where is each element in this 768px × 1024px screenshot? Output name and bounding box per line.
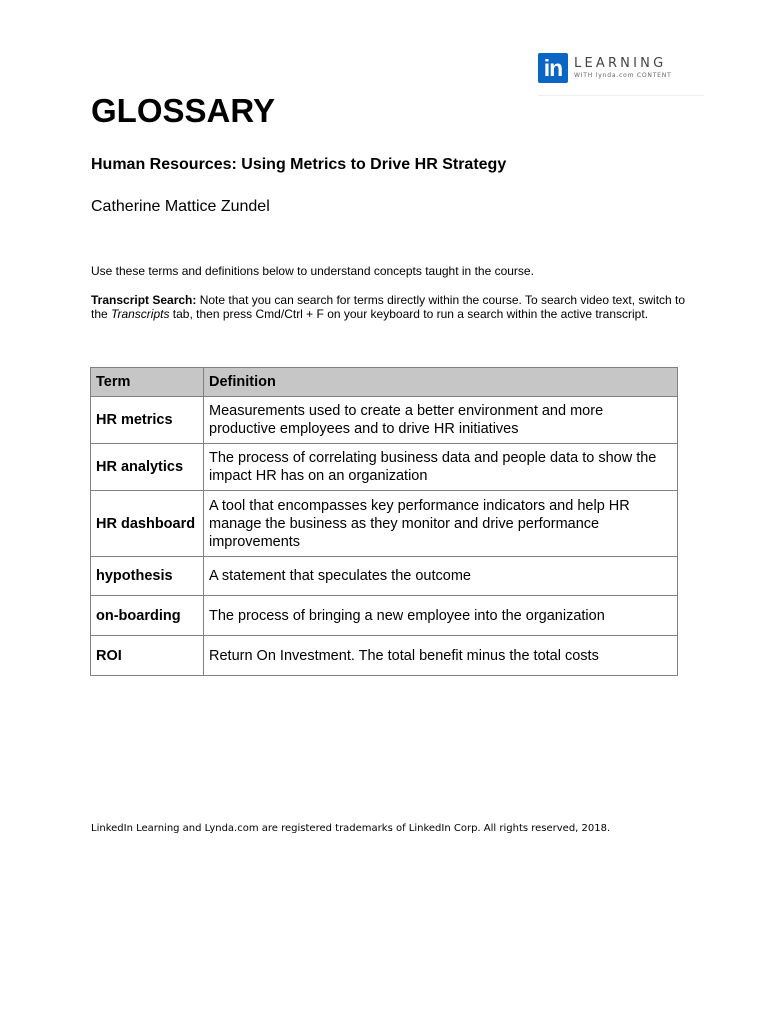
table-row: [91, 444, 678, 491]
intro-text: Use these terms and definitions below to understand concepts taught in the course.: [91, 264, 534, 278]
transcript-search-note: [91, 293, 691, 321]
transcript-search-label: Transcript Search:: [91, 293, 197, 307]
author-name: Catherine Mattice Zundel: [91, 198, 270, 215]
term-cell: HR analytics: [91, 444, 204, 491]
definition-cell: Return On Investment. The total benefit minus the total costs: [204, 636, 678, 676]
table-row: [91, 596, 678, 636]
logo-wordmark: [574, 56, 672, 80]
header-divider: [538, 95, 704, 96]
course-title: Human Resources: Using Metrics to Drive HR Strategy: [91, 156, 507, 173]
definition-cell: Measurements used to create a better environment and more productive employees and to drive HR initiatives: [204, 397, 678, 444]
table-row: [91, 636, 678, 676]
column-header-definition: Definition: [204, 368, 678, 397]
term-cell: hypothesis: [91, 557, 204, 596]
transcripts-tab-reference: Transcripts: [111, 307, 170, 321]
definition-cell: A statement that speculates the outcome: [204, 557, 678, 596]
footer-trademark-note: LinkedIn Learning and Lynda.com are registered trademarks of LinkedIn Corp. All rights reserved, 2018.: [91, 823, 611, 834]
table-row: [91, 397, 678, 444]
logo-learning-text: LEARNING: [574, 56, 667, 71]
table-header-row: [91, 368, 678, 397]
term-cell: HR dashboard: [91, 491, 204, 557]
transcript-search-text-1: Note that you can search for terms directly within the course. To search video text, switch to the: [91, 293, 686, 321]
table-row: [91, 491, 678, 557]
linkedin-learning-logo: [538, 52, 672, 84]
term-cell: on-boarding: [91, 596, 204, 636]
definition-cell: The process of correlating business data and people data to show the impact HR has on an organization: [204, 444, 678, 491]
term-cell: ROI: [91, 636, 204, 676]
linkedin-in-icon: in: [538, 53, 568, 83]
logo-lynda-text: WITH lynda.com CONTENT: [574, 72, 672, 79]
table-row: [91, 557, 678, 596]
term-cell: HR metrics: [91, 397, 204, 444]
column-header-term: Term: [91, 368, 204, 397]
definition-cell: A tool that encompasses key performance indicators and help HR manage the business as they monitor and drive performance improvements: [204, 491, 678, 557]
page-title: GLOSSARY: [91, 92, 275, 129]
transcript-search-text-2: tab, then press Cmd/Ctrl + F on your keyboard to run a search within the active transcript.: [169, 307, 649, 321]
definition-cell: The process of bringing a new employee into the organization: [204, 596, 678, 636]
glossary-table: [90, 367, 678, 676]
